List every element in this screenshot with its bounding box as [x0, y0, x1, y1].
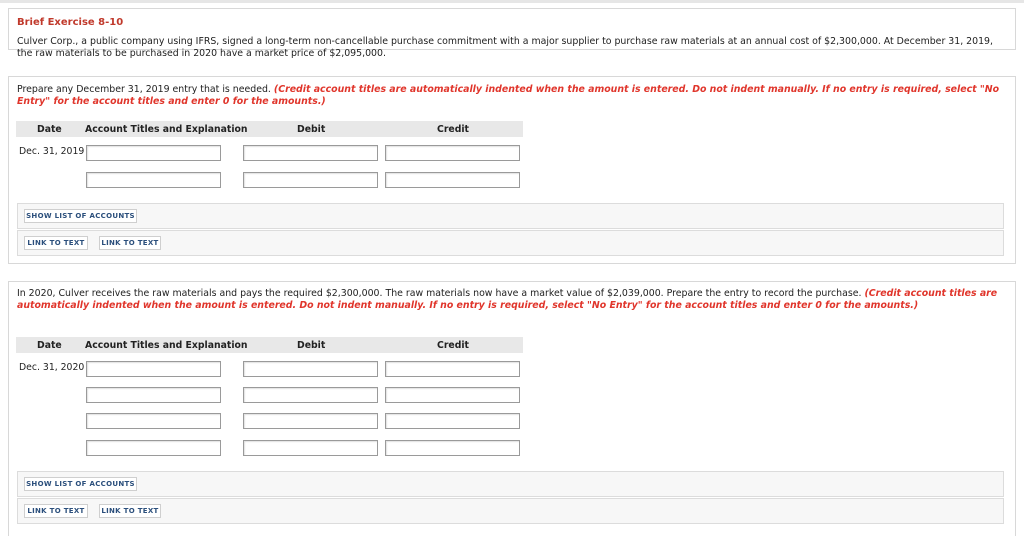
header-credit: Credit	[437, 124, 469, 135]
part2-account-input-4[interactable]	[86, 440, 221, 456]
part1-links-bar	[17, 230, 1004, 256]
part2-account-input-1[interactable]	[86, 361, 221, 377]
header-date: Date	[37, 340, 62, 351]
part1-debit-input-1[interactable]	[243, 145, 378, 161]
part1-link-to-text-button-2[interactable]: LINK TO TEXT	[99, 236, 161, 250]
part2-debit-input-2[interactable]	[243, 387, 378, 403]
part2-credit-input-2[interactable]	[385, 387, 520, 403]
part2-links-bar	[17, 498, 1004, 524]
part2-account-input-3[interactable]	[86, 413, 221, 429]
part1-link-to-text-button-1[interactable]: LINK TO TEXT	[24, 236, 88, 250]
header-debit: Debit	[297, 124, 326, 135]
part1-instruction: (Credit account titles are automatically indented when the amount is entered. Do not indent manually. If no entry is required, select "No Entry" for the account titles and enter 0 for the amounts.)	[17, 84, 1000, 107]
header-account: Account Titles and Explanation	[85, 340, 248, 351]
part1-date: Dec. 31, 2019	[19, 146, 85, 157]
part1-prompt: Prepare any December 31, 2019 entry that is needed.	[17, 84, 271, 95]
header-account: Account Titles and Explanation	[85, 124, 248, 135]
part1-account-input-1[interactable]	[86, 145, 221, 161]
part1-question	[17, 84, 1002, 108]
part2-debit-input-4[interactable]	[243, 440, 378, 456]
part2-accounts-bar	[17, 471, 1004, 497]
part2-prompt: In 2020, Culver receives the raw materials and pays the required $2,300,000. The raw materials now have a market value of $2,039,000. Prepare the entry to record the purchase.	[17, 288, 862, 299]
part1-show-accounts-button[interactable]: SHOW LIST OF ACCOUNTS	[24, 209, 137, 223]
part2-credit-input-3[interactable]	[385, 413, 520, 429]
header-date: Date	[37, 124, 62, 135]
part1-credit-input-1[interactable]	[385, 145, 520, 161]
part1-account-input-2[interactable]	[86, 172, 221, 188]
part1-table-header	[16, 121, 523, 137]
exercise-title: Brief Exercise 8-10	[17, 17, 124, 28]
part2-instruction: (Credit account titles are automatically indented when the amount is entered. Do not indent manually. If no entry is required, select "No Entry" for the account titles and enter 0 for the amounts.)	[17, 288, 998, 311]
part2-debit-input-3[interactable]	[243, 413, 378, 429]
part2-date: Dec. 31, 2020	[19, 362, 85, 373]
part1-debit-input-2[interactable]	[243, 172, 378, 188]
top-rule	[0, 0, 1024, 3]
exercise-description: Culver Corp., a public company using IFRS, signed a long-term non-cancellable purchase commitment with a major supplier to purchase raw materials at an annual cost of $2,300,000. At December 31, 2019, the raw materials to be purchased in 2020 have a market price of $2,095,000.	[17, 36, 994, 59]
part2-credit-input-4[interactable]	[385, 440, 520, 456]
part2-account-input-2[interactable]	[86, 387, 221, 403]
part2-link-to-text-button-1[interactable]: LINK TO TEXT	[24, 504, 88, 518]
part2-show-accounts-button[interactable]: SHOW LIST OF ACCOUNTS	[24, 477, 137, 491]
part2-question	[17, 288, 1007, 312]
part2-debit-input-1[interactable]	[243, 361, 378, 377]
part2-credit-input-1[interactable]	[385, 361, 520, 377]
header-credit: Credit	[437, 340, 469, 351]
part1-accounts-bar	[17, 203, 1004, 229]
part2-link-to-text-button-2[interactable]: LINK TO TEXT	[99, 504, 161, 518]
part1-credit-input-2[interactable]	[385, 172, 520, 188]
header-debit: Debit	[297, 340, 326, 351]
part2-table-header	[16, 337, 523, 353]
